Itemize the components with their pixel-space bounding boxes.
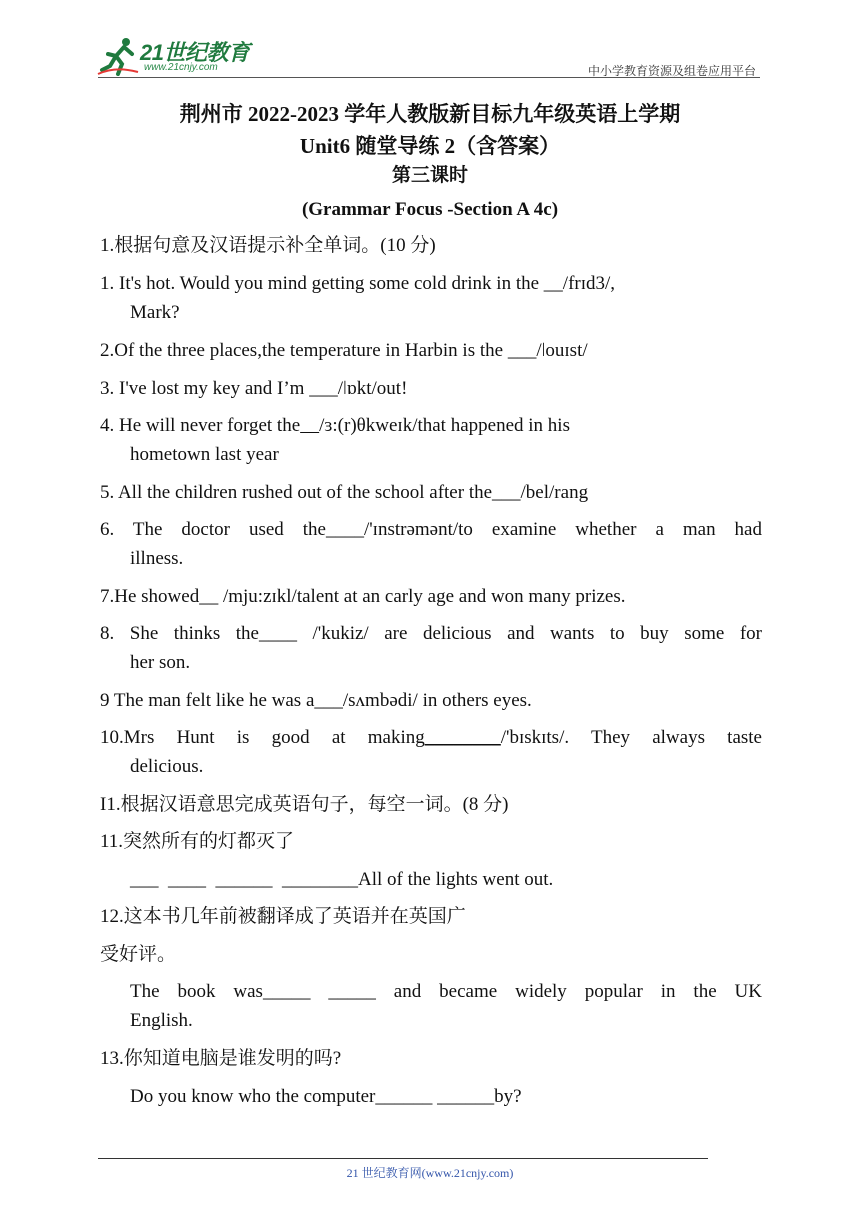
- doc-title-line4: (Grammar Focus -Section A 4c): [301, 199, 559, 220]
- question-10: [100, 723, 762, 752]
- question-11-en: [130, 865, 762, 894]
- question-4: [100, 411, 762, 440]
- question-6: 6. The doctor used the____/'ɪnstrəmənt/to examine whether a man had: [100, 519, 762, 540]
- question-10-cont: delicious.: [130, 756, 204, 777]
- page-header: [0, 0, 860, 82]
- question-12-cn: 12.这本书几年前被翻译成了英语并在英国广: [100, 906, 466, 927]
- question-4-cont: hometown last year: [130, 444, 279, 465]
- question-12-en: The book was_____ _____ and became widely popular in the UK: [130, 981, 762, 1002]
- runner-logo-icon: [96, 36, 140, 76]
- question-11-cn: 11.突然所有的灯都灭了: [100, 831, 295, 852]
- question-13-cn: 13.你知道电脑是谁发明的吗?: [100, 1048, 342, 1069]
- question-13-en: Do you know who the computer______ ______by?: [130, 1086, 522, 1107]
- question-4-pre: 4. He will never forget the: [100, 415, 301, 436]
- answer-blank: [300, 415, 319, 436]
- question-4-post: /ɜ:(r)θkweɪk/that happened in his: [319, 415, 570, 436]
- answer-blank: ________: [424, 727, 501, 748]
- logo-url-text: www.21cnjy.com: [144, 62, 218, 73]
- question-1-cont: Mark?: [130, 302, 180, 323]
- question-11-text: All of the lights went out.: [358, 869, 554, 890]
- question-5: 5. All the children rushed out of the school after the___/bel/rang: [100, 482, 589, 503]
- footer-link[interactable]: 21 世纪教育网(www.21cnjy.com): [346, 1166, 514, 1180]
- question-3: 3. I've lost my key and I’m ___/ǀɒkt/out!: [100, 378, 408, 399]
- doc-title-line2: Unit6 随堂导练 2（含答案）: [299, 134, 561, 158]
- doc-title-line3: 第三课时: [391, 165, 468, 186]
- section1-heading: 1.根据句意及汉语提示补全单词。(10 分): [100, 235, 436, 256]
- platform-name: 中小学教育资源及组卷应用平台: [587, 64, 756, 78]
- question-10-pre: 10.Mrs Hunt is good at making: [100, 727, 425, 748]
- question-6-cont: illness.: [130, 548, 184, 569]
- question-10-post: /'bɪskɪts/. They always taste: [500, 727, 762, 748]
- answer-blanks: ___ ____ ______ ________: [130, 869, 358, 890]
- footer-divider: [98, 1158, 708, 1159]
- question-7: 7.He showed__ /mju:zɪkl/talent at an carly age and won many prizes.: [100, 586, 626, 607]
- question-12-cn-cont: 受好评。: [100, 944, 177, 965]
- question-2: 2.Of the three places,the temperature in Harbin is the ___/ǀouɪst/: [100, 340, 588, 361]
- question-8-cont: her son.: [130, 652, 191, 673]
- question-9: 9 The man felt like he was a___/sʌmbədi/ in others eyes.: [100, 690, 532, 711]
- question-8: 8. She thinks the____ /'kukiz/ are delicious and wants to buy some for: [100, 623, 762, 644]
- section2-heading: I1.根据汉语意思完成英语句子，每空一词。(8 分): [100, 794, 509, 815]
- question-12-en-cont: English.: [130, 1010, 193, 1031]
- site-logo[interactable]: [96, 34, 266, 78]
- logo-brand-text: 21世纪教育: [140, 40, 250, 65]
- question-1: 1. It's hot. Would you mind getting some cold drink in the __/frɪd3/,: [100, 273, 616, 294]
- header-divider: [98, 77, 760, 78]
- doc-title-line1: 荆州市 2022-2023 学年人教版新目标九年级英语上学期: [179, 102, 681, 126]
